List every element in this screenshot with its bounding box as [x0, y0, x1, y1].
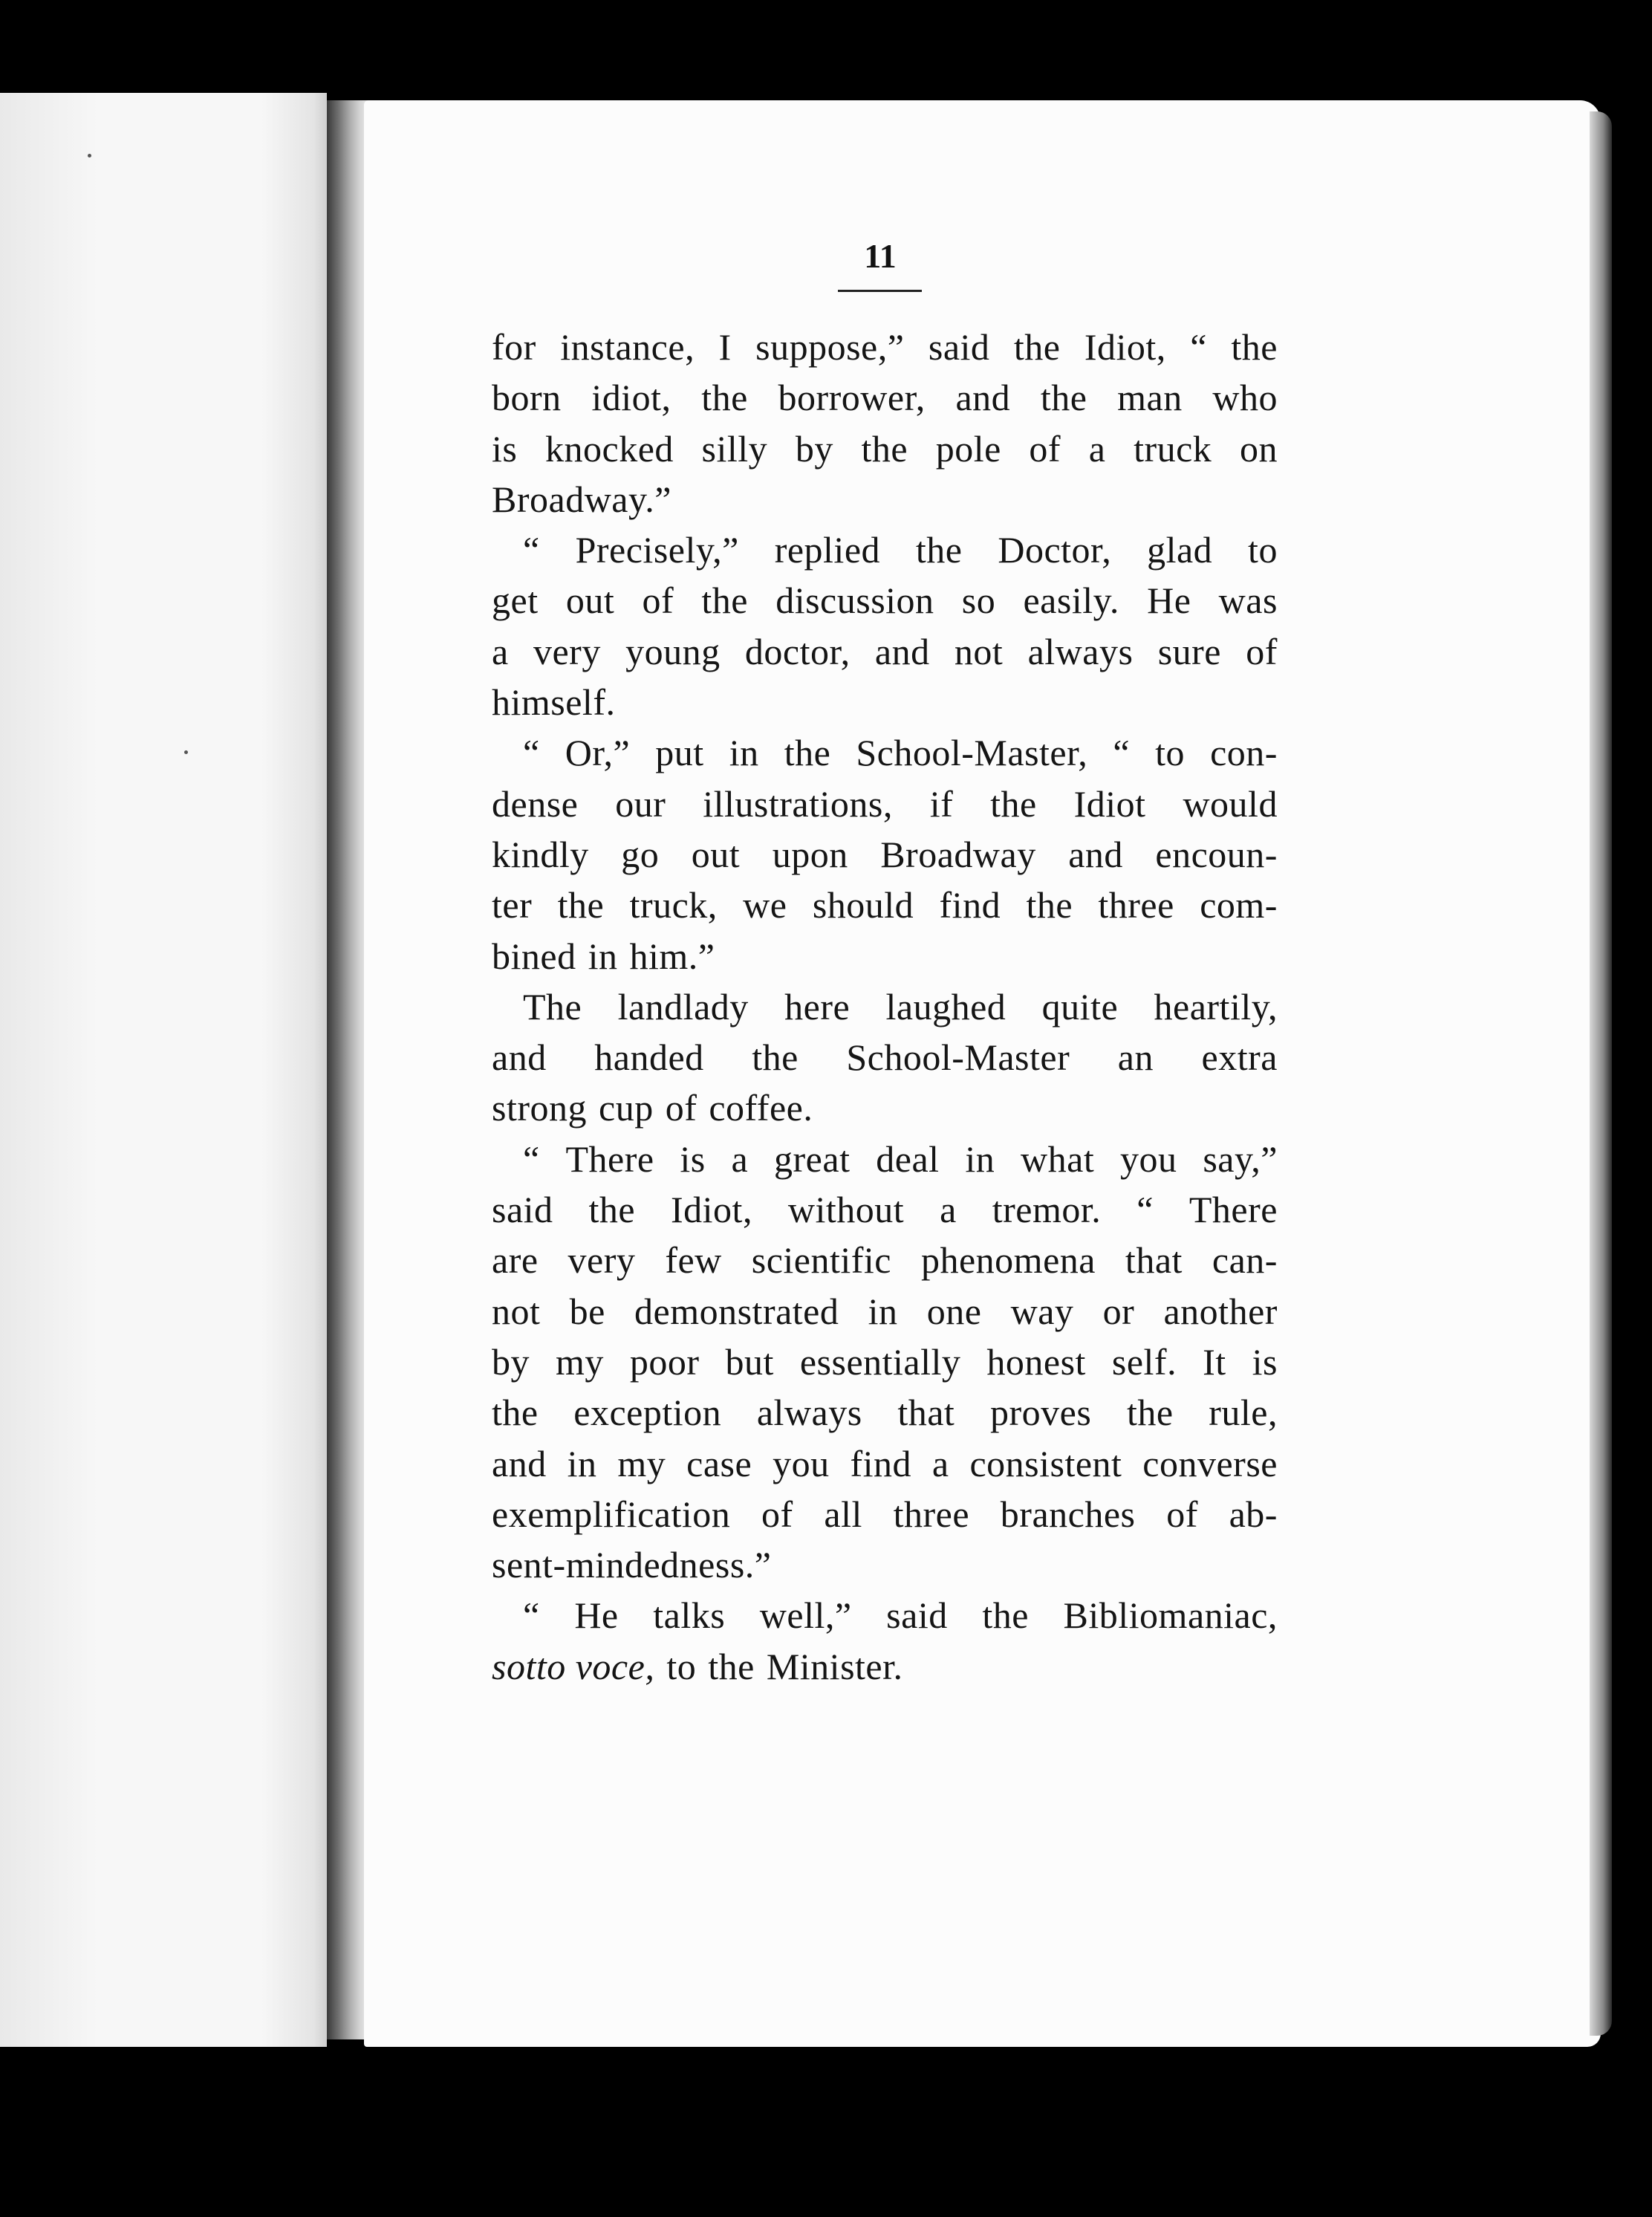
- body-text: [492, 322, 1278, 1692]
- word: and: [492, 1442, 547, 1484]
- page-number: 11: [864, 237, 897, 275]
- text-line: [492, 372, 1278, 423]
- word: our: [615, 782, 666, 825]
- word: on: [1239, 427, 1278, 470]
- word: and: [1068, 833, 1123, 875]
- word: say,”: [1203, 1137, 1278, 1180]
- word: my: [617, 1442, 666, 1484]
- word: I: [718, 326, 732, 368]
- word: case: [686, 1442, 752, 1484]
- word: dense: [492, 782, 579, 825]
- text-line: [492, 474, 1278, 525]
- word: you: [773, 1442, 830, 1484]
- word: find: [939, 884, 1001, 926]
- word: doctor,: [744, 630, 851, 672]
- word: Doctor,: [998, 529, 1112, 571]
- word: “: [523, 529, 540, 571]
- word: consistent: [969, 1442, 1122, 1484]
- word: to: [1248, 529, 1278, 571]
- word: “: [523, 1594, 540, 1637]
- word: of: [761, 1493, 793, 1535]
- text-line: [492, 1082, 1278, 1133]
- word: suppose,”: [755, 326, 905, 368]
- text-line: [492, 931, 1278, 981]
- word: the: [1026, 884, 1073, 926]
- word: Idiot,: [1084, 326, 1166, 368]
- word: are: [492, 1239, 539, 1282]
- word: exemplification: [492, 1493, 731, 1535]
- word: a: [1088, 427, 1106, 470]
- word: sotto voce,: [492, 1645, 655, 1687]
- word: in: [965, 1137, 995, 1180]
- text-line: [492, 322, 1278, 372]
- word: He: [1147, 580, 1191, 622]
- word: the: [1040, 377, 1087, 419]
- word: very: [568, 1239, 636, 1282]
- word: was: [1218, 580, 1278, 622]
- text-line: [492, 1438, 1278, 1489]
- text-line: [492, 677, 1278, 727]
- word: and: [874, 630, 930, 672]
- word: great: [774, 1137, 851, 1180]
- word: encoun-: [1155, 833, 1278, 875]
- word: is: [680, 1137, 706, 1180]
- word: an: [1117, 1036, 1154, 1079]
- word: truck,: [629, 884, 718, 926]
- word: young: [625, 630, 721, 672]
- word: phenomena: [920, 1239, 1096, 1282]
- word: upon: [772, 833, 848, 875]
- word: man: [1117, 377, 1183, 419]
- word: Minister.: [766, 1645, 903, 1687]
- word: one: [926, 1290, 982, 1332]
- word: my: [555, 1340, 604, 1383]
- word: School-Master,: [856, 732, 1088, 774]
- word: There: [565, 1137, 654, 1180]
- word: three: [893, 1493, 970, 1535]
- page-edge-shadow: [1590, 111, 1612, 2036]
- word: out: [691, 833, 741, 875]
- paper-speck: [184, 750, 188, 754]
- text-line: [492, 880, 1278, 930]
- word: There: [1188, 1189, 1278, 1231]
- text-line: [492, 1489, 1278, 1539]
- word: bined: [492, 935, 576, 977]
- text-line: [492, 525, 1278, 575]
- text-line: [492, 1286, 1278, 1337]
- word: is: [1252, 1340, 1278, 1383]
- word: that: [1125, 1239, 1183, 1282]
- word: Broadway.”: [492, 478, 671, 520]
- word: who: [1212, 377, 1278, 419]
- word: here: [784, 985, 851, 1028]
- word: the: [752, 1036, 799, 1079]
- word: to: [1155, 732, 1185, 774]
- word: but: [725, 1340, 774, 1383]
- word: The: [523, 985, 582, 1028]
- word: very: [533, 630, 601, 672]
- word: a: [931, 1442, 949, 1484]
- word: the: [1126, 1392, 1174, 1434]
- word: the: [708, 1645, 755, 1687]
- word: School-Master: [846, 1036, 1070, 1079]
- word: not: [492, 1290, 541, 1332]
- word: in: [729, 732, 759, 774]
- word: coffee.: [709, 1087, 813, 1129]
- word: silly: [701, 427, 768, 470]
- word: easily.: [1023, 580, 1119, 622]
- word: “: [1113, 732, 1131, 774]
- word: always: [1027, 630, 1134, 672]
- word: put: [655, 732, 704, 774]
- word: landlady: [617, 985, 749, 1028]
- word: honest: [986, 1340, 1086, 1383]
- word: of: [642, 580, 674, 622]
- word: the: [915, 529, 963, 571]
- word: be: [569, 1290, 605, 1332]
- word: quite: [1041, 985, 1119, 1028]
- word: knocked: [545, 427, 674, 470]
- word: cup: [599, 1087, 654, 1129]
- word: without: [787, 1189, 905, 1231]
- word: the: [1013, 326, 1061, 368]
- word: should: [812, 884, 914, 926]
- page-number-rule: [838, 290, 922, 292]
- text-line: [492, 727, 1278, 778]
- word: ab-: [1229, 1493, 1278, 1535]
- word: out: [565, 580, 615, 622]
- word: sure: [1157, 630, 1222, 672]
- word: strong: [492, 1087, 587, 1129]
- word: the: [861, 427, 908, 470]
- paper-speck: [88, 154, 91, 158]
- word: kindly: [492, 833, 589, 875]
- word: three: [1098, 884, 1174, 926]
- word: or: [1102, 1290, 1135, 1332]
- word: himself.: [492, 681, 616, 724]
- word: truck: [1134, 427, 1212, 470]
- word: illustrations,: [703, 782, 893, 825]
- word: instance,: [560, 326, 695, 368]
- word: the: [588, 1189, 636, 1231]
- word: handed: [594, 1036, 704, 1079]
- word: by: [795, 427, 833, 470]
- word: in: [588, 935, 618, 977]
- word: of: [665, 1087, 697, 1129]
- word: converse: [1142, 1442, 1278, 1484]
- word: we: [743, 884, 787, 926]
- word: rule,: [1209, 1392, 1278, 1434]
- word: pole: [935, 427, 1001, 470]
- text-line: [492, 1032, 1278, 1082]
- word: if: [929, 782, 954, 825]
- word: branches: [1000, 1493, 1136, 1535]
- word: all: [824, 1493, 862, 1535]
- word: not: [954, 630, 1004, 672]
- word: glad: [1147, 529, 1213, 571]
- text-line: [492, 1235, 1278, 1285]
- word: ter: [492, 884, 533, 926]
- word: said: [928, 326, 990, 368]
- word: of: [1166, 1493, 1198, 1535]
- word: to: [666, 1645, 697, 1687]
- word: the: [784, 732, 831, 774]
- word: so: [961, 580, 996, 622]
- word: him.”: [629, 935, 715, 977]
- word: go: [621, 833, 660, 875]
- word: com-: [1200, 884, 1278, 926]
- word: laughed: [885, 985, 1007, 1028]
- text-line: [492, 1641, 1278, 1692]
- word: would: [1183, 782, 1278, 825]
- word: deal: [876, 1137, 940, 1180]
- word: “: [1136, 1189, 1154, 1231]
- left-page: [0, 93, 327, 2047]
- word: Idiot: [1073, 782, 1146, 825]
- word: self.: [1111, 1340, 1177, 1383]
- word: in: [567, 1442, 597, 1484]
- word: He: [574, 1594, 619, 1637]
- word: con-: [1210, 732, 1278, 774]
- word: for: [492, 326, 536, 368]
- word: essentially: [799, 1340, 961, 1383]
- word: find: [850, 1442, 911, 1484]
- word: well,”: [759, 1594, 852, 1637]
- text-line: [492, 1337, 1278, 1387]
- word: a: [492, 630, 509, 672]
- word: Or,”: [565, 732, 631, 774]
- text-line: [492, 829, 1278, 880]
- word: It: [1203, 1340, 1226, 1383]
- text-line: [492, 981, 1278, 1032]
- word: Precisely,”: [575, 529, 739, 571]
- word: talks: [653, 1594, 726, 1637]
- word: exception: [573, 1392, 722, 1434]
- text-line: [492, 1134, 1278, 1184]
- word: scientific: [751, 1239, 892, 1282]
- word: few: [665, 1239, 722, 1282]
- word: said: [886, 1594, 948, 1637]
- word: the: [701, 377, 748, 419]
- word: the: [701, 580, 748, 622]
- word: a: [940, 1189, 957, 1231]
- word: the: [990, 782, 1037, 825]
- word: Bibliomaniac,: [1063, 1594, 1278, 1637]
- word: the: [1231, 326, 1278, 368]
- word: you: [1120, 1137, 1177, 1180]
- word: and: [492, 1036, 547, 1079]
- word: demonstrated: [634, 1290, 839, 1332]
- word: the: [492, 1392, 539, 1434]
- word: said: [492, 1189, 553, 1231]
- word: extra: [1201, 1036, 1278, 1079]
- word: a: [731, 1137, 749, 1180]
- word: “: [523, 732, 540, 774]
- text-line: [492, 626, 1278, 677]
- text-line: [492, 1184, 1278, 1235]
- word: is: [492, 427, 518, 470]
- word: the: [982, 1594, 1029, 1637]
- word: borrower,: [778, 377, 926, 419]
- word: get: [492, 580, 539, 622]
- word: replied: [774, 529, 881, 571]
- word: the: [557, 884, 605, 926]
- word: of: [1246, 630, 1278, 672]
- word: poor: [629, 1340, 700, 1383]
- word: that: [897, 1392, 955, 1434]
- word: Idiot,: [671, 1189, 752, 1231]
- word: in: [868, 1290, 898, 1332]
- word: heartily,: [1154, 985, 1278, 1028]
- word: idiot,: [591, 377, 671, 419]
- word: by: [492, 1340, 530, 1383]
- word: “: [1190, 326, 1207, 368]
- word: another: [1163, 1290, 1278, 1332]
- word: of: [1029, 427, 1061, 470]
- word: and: [955, 377, 1011, 419]
- word: tremor.: [992, 1189, 1102, 1231]
- text-line: [492, 779, 1278, 829]
- word: discussion: [775, 580, 934, 622]
- word: sent-mindedness.”: [492, 1544, 772, 1586]
- word: always: [756, 1392, 862, 1434]
- text-line: [492, 1387, 1278, 1438]
- word: proves: [989, 1392, 1092, 1434]
- word: way: [1010, 1290, 1074, 1332]
- text-line: [492, 1590, 1278, 1640]
- word: can-: [1212, 1239, 1278, 1282]
- text-line: [492, 575, 1278, 626]
- text-line: [492, 423, 1278, 474]
- word: “: [523, 1137, 540, 1180]
- word: what: [1021, 1137, 1095, 1180]
- text-line: [492, 1539, 1278, 1590]
- word: born: [492, 377, 562, 419]
- word: Broadway: [880, 833, 1036, 875]
